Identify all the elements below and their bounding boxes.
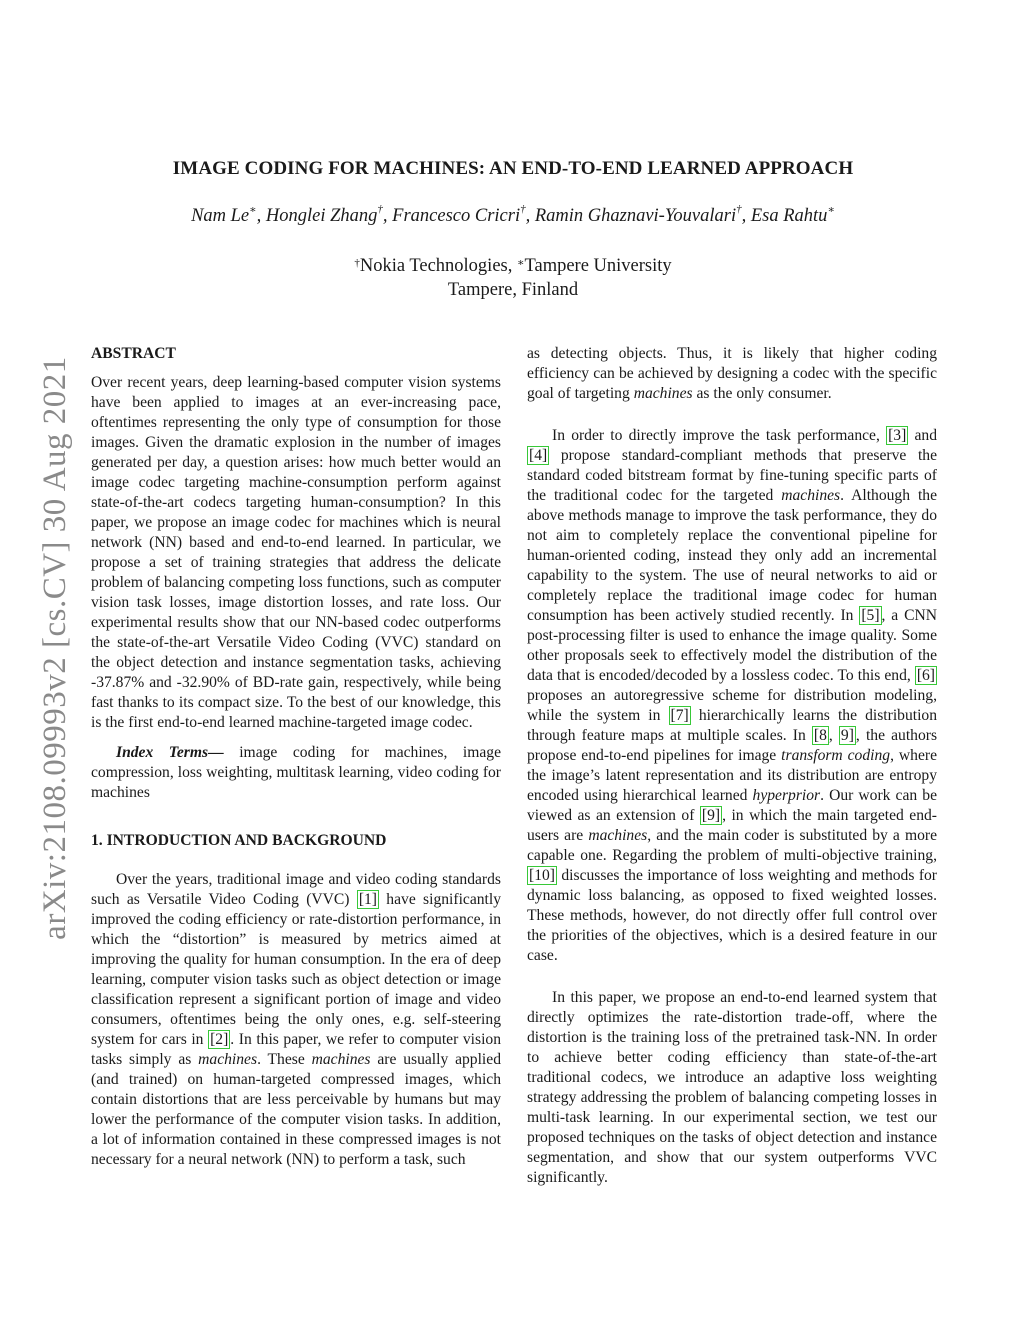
text-run: . Our work can be viewed as an extension of [527, 787, 937, 824]
text-run: . Although the above methods manage to improve the task performance, they do not aim to completely replace the conventional pipeline for human-oriented coding, instead they only add an incremental capability to the system. The use of neural networks to aid or completely replace the traditional image codec for human consumption has been actively studied recently. In [527, 487, 937, 624]
author-mark: † [736, 203, 742, 215]
citation-link[interactable]: [10] [529, 867, 555, 884]
affiliations [92, 254, 934, 302]
author-name: Honglei Zhang [265, 206, 378, 226]
affil-mark: ∗ [516, 257, 525, 269]
citation-link[interactable]: [1] [358, 891, 377, 908]
text-run: , in which the main targeted end-users are [527, 807, 937, 844]
text-run: , and the main coder is substituted by a more capable one. Regarding the problem of multi-objective training, [527, 827, 938, 864]
citation-link[interactable]: [7] [670, 707, 689, 724]
text-run: , [828, 727, 839, 744]
text-run: propose standard-compliant methods that preserve the standard coded bitstream format by fine-tuning specific parts of the traditional codec for the targeted [527, 447, 937, 504]
affil-location: Tampere, Finland [447, 280, 579, 300]
text-run: , the authors propose end-to-end pipelines for image [527, 727, 938, 764]
citation-link[interactable]: [4] [529, 447, 548, 464]
author-list: Nam Le∗, Honglei Zhang†, Francesco Cricri†, Ramin Ghaznavi-Youvalari†, Esa Rahtu∗ [191, 203, 835, 226]
section-heading-intro: 1. INTRODUCTION AND BACKGROUND [91, 832, 387, 849]
abstract-heading: ABSTRACT [91, 345, 176, 362]
text-run: discusses the importance of loss weighting and methods for dynamic loss balancing, as opposed to fixed weighted losses. These methods, however, do not directly offer full control over the priorities of the objectives, which is a desired feature in our case. [527, 867, 937, 964]
index-terms-list: image coding for machines, image compression, loss weighting, multitask learning, video coding for machines [91, 744, 502, 801]
author-mark: † [520, 203, 526, 215]
contribution-paragraph: In this paper, we propose an end-to-end learned system that directly optimizes the rate-distortion trade-off, where the distortion is the training loss of the pretrained task-NN. In order to achieve better coding efficiency than state-of-the-art traditional codecs, we introduce an adaptive loss weighting strategy addressing the problem of balancing competing losses in multi-task learning. In our experimental section, we test our proposed techniques on the tasks of object detection and instance segmentation, and show that our system outperforms VVC significantly. [527, 989, 937, 1186]
emphasis-text: hyperprior [752, 787, 821, 804]
author-name: Ramin Ghaznavi-Youvalari [534, 206, 737, 226]
text-run: hierarchically learns the distribution through feature maps at multiple scales. In [527, 707, 937, 744]
author-name: Esa Rahtu [750, 206, 828, 226]
text-run: In order to directly improve the task performance, [552, 427, 887, 444]
right-column [527, 344, 937, 1188]
text-run: have significantly improved the coding efficiency or rate-distortion performance, in which the “distortion” is measured by metrics aimed at improving the quality for human consumption. In the era of deep learning, computer vision tasks such as object detection or image classification represent a significant portion of image and video consumers, oftentimes being the only ones, e.g. self-steering system for cars in [91, 891, 502, 1048]
text-run: as the only consumer. [692, 385, 832, 402]
citation-link[interactable]: [9] [701, 807, 721, 824]
related-work-paragraph [527, 426, 937, 966]
citation-link[interactable]: [2] [210, 1031, 229, 1048]
paragraph-continued [527, 344, 937, 404]
paper-title: IMAGE CODING FOR MACHINES: AN END-TO-END LEARNED APPROACH [172, 158, 854, 179]
citation-link[interactable]: [8 [813, 727, 827, 744]
text-run: . In this paper, we refer to computer vision tasks simply as [91, 1031, 501, 1068]
left-column [91, 344, 501, 1170]
author-mark: † [377, 203, 383, 215]
emphasis-text: machines [588, 827, 648, 844]
citation-link[interactable]: 9] [840, 727, 854, 744]
text-run: . These [257, 1051, 312, 1068]
text-run: are usually applied (and trained) on human-targeted compressed images, which contain distortions that are less perceivable by humans but may lower the performance of the computer vision tasks. In addition, a lot of information contained in these compressed images is not necessary for a neural network (NN) to perform a task, such [91, 1051, 501, 1168]
index-terms [91, 743, 501, 803]
affil-mark: † [354, 257, 360, 269]
emphasis-text: transform coding [781, 747, 891, 764]
text-run: , a CNN post-processing filter is used to enhance the image quality. Some other proposals seek to effectively model the distribution of the data that is encoded/decoded by a lossless codec. To this end, [527, 607, 937, 684]
text-run: Over the years, traditional image and video coding standards such as Versatile Video Coding (VVC) [91, 871, 501, 908]
emphasis-text: machines [633, 385, 693, 402]
author-mark: ∗ [827, 204, 835, 216]
text-run: and [908, 427, 937, 444]
emphasis-text: machines [781, 487, 841, 504]
author-name: Francesco Cricri [392, 206, 521, 226]
arxiv-identifier: arXiv:2108.09993v2 [cs.CV] 30 Aug 2021 [37, 356, 73, 940]
citation-link[interactable]: [3] [888, 427, 907, 444]
author-name: Nam Le [191, 206, 250, 226]
citation-link[interactable]: [5] [861, 607, 880, 624]
emphasis-text: machines [311, 1051, 371, 1068]
intro-paragraph [91, 870, 501, 1170]
affil-org: Tampere University [524, 256, 672, 276]
citation-link[interactable]: [6] [916, 667, 935, 684]
abstract-text: Over recent years, deep learning-based computer vision systems have been applied to images at an ever-increasing pace, oftentimes representing the only type of consumption for those images. Given the dramatic explosion in the number of images generated per day, a question arises: how much better would an image codec targeting machine-consumption perform against state-of-the-art codecs targeting human-consumption? In this paper, we propose an image codec for machines which is neural network (NN) based and end-to-end learned. In particular, we propose a set of training strategies that address the delicate problem of balancing competing loss functions, such as computer vision task losses, image distortion losses, and rate loss. Our experimental results show that our NN-based codec outperforms the state-of-the-art Versatile Video Coding (VVC) standard on the object detection and instance segmentation tasks, achieving -37.87% and -32.90% of BD-rate gain, respectively, while being fast thanks to its compact size. To the best of our knowledge, this is the first end-to-end learned machine-targeted image codec. [91, 374, 501, 731]
text-run: as detecting objects. Thus, it is likely that higher coding efficiency can be achieved by designing a codec with the specific goal of targeting [527, 345, 937, 402]
author-mark: ∗ [249, 204, 257, 216]
index-terms-label: Index Terms— [116, 744, 224, 761]
text-run: proposes an autoregressive scheme for distribution modeling, while the system in [527, 687, 937, 724]
text-run: , where the image’s latent representation and its distribution are entropy encoded using hierarchical learned [527, 747, 938, 804]
affil-org: Nokia Technologies, [359, 256, 517, 276]
emphasis-text: machines [198, 1051, 258, 1068]
